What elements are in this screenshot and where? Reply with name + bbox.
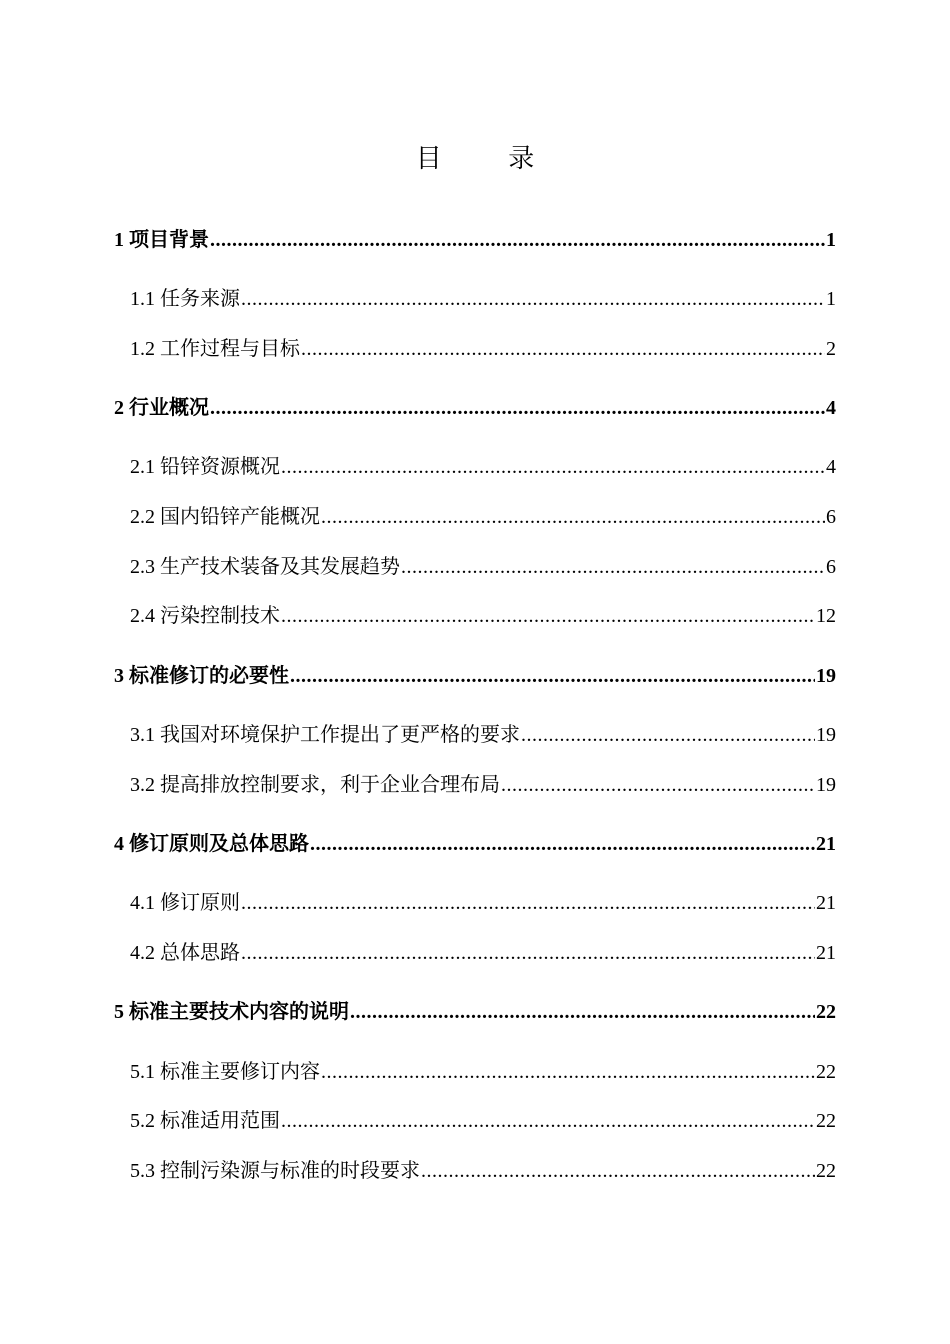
toc-entry-page: 21 (816, 942, 836, 964)
toc-leader-dots (301, 334, 825, 364)
toc-entry-label: 4.2 总体思路 (130, 942, 240, 964)
toc-entry-page: 22 (816, 1001, 836, 1023)
toc-entry[interactable] (130, 1156, 836, 1186)
toc-entry[interactable] (114, 997, 836, 1027)
toc-entry[interactable] (114, 829, 836, 859)
toc-entry[interactable] (114, 225, 836, 255)
toc-entry-page: 1 (826, 288, 836, 310)
toc-leader-dots (321, 502, 825, 532)
toc-leader-dots (421, 1156, 815, 1186)
toc-entry-label: 1.1 任务来源 (130, 288, 240, 310)
toc-entry-page: 22 (816, 1110, 836, 1132)
toc-entry[interactable] (130, 1057, 836, 1087)
toc-entry-label: 5.1 标准主要修订内容 (130, 1061, 320, 1083)
toc-entry[interactable] (130, 938, 836, 968)
toc-entry-label: 3.2 提高排放控制要求，利于企业合理布局 (130, 774, 500, 796)
toc-leader-dots (401, 552, 825, 582)
toc-entry-label: 1.2 工作过程与目标 (130, 338, 300, 360)
toc-leader-dots (281, 452, 825, 482)
toc-entry[interactable] (114, 393, 836, 423)
toc-entry-label: 3 标准修订的必要性 (114, 665, 289, 687)
toc-entry-page: 4 (826, 397, 836, 419)
toc-entry[interactable] (130, 720, 836, 750)
toc-leader-dots (521, 720, 815, 750)
toc-entry-page: 22 (816, 1160, 836, 1182)
toc-leader-dots (281, 1106, 815, 1136)
toc-entry-page: 19 (816, 665, 836, 687)
toc-entry[interactable] (130, 502, 836, 532)
toc-leader-dots (241, 888, 815, 918)
toc-leader-dots (501, 770, 815, 800)
toc-entry-page: 6 (826, 506, 836, 528)
toc-entry-page: 2 (826, 338, 836, 360)
toc-entry-label: 2.2 国内铅锌产能概况 (130, 506, 320, 528)
toc-entry-page: 6 (826, 556, 836, 578)
toc-leader-dots (241, 938, 815, 968)
toc-entry[interactable] (130, 284, 836, 314)
toc-entry-page: 22 (816, 1061, 836, 1083)
toc-entry-label: 5 标准主要技术内容的说明 (114, 1001, 349, 1023)
toc-leader-dots (210, 225, 825, 255)
toc-leader-dots (321, 1057, 815, 1087)
toc-leader-dots (281, 601, 815, 631)
toc-entry-label: 4 修订原则及总体思路 (114, 833, 309, 855)
toc-title: 目 录 (415, 144, 565, 173)
toc-entry-page: 21 (816, 833, 836, 855)
toc-leader-dots (290, 661, 815, 691)
toc-entry-page: 19 (816, 724, 836, 746)
toc-leader-dots (350, 997, 815, 1027)
toc-entry-label: 2.3 生产技术装备及其发展趋势 (130, 556, 400, 578)
toc-entry-page: 4 (826, 456, 836, 478)
toc-entry[interactable] (130, 452, 836, 482)
toc-entry[interactable] (130, 770, 836, 800)
toc-entry[interactable] (130, 552, 836, 582)
toc-entry-label: 2 行业概况 (114, 397, 209, 419)
toc-entry[interactable] (130, 334, 836, 364)
toc-entry[interactable] (114, 661, 836, 691)
toc-entry[interactable] (130, 1106, 836, 1136)
toc-entry-label: 4.1 修订原则 (130, 892, 240, 914)
toc-entry-page: 19 (816, 774, 836, 796)
toc-entry-label: 1 项目背景 (114, 229, 209, 251)
toc-entry-label: 3.1 我国对环境保护工作提出了更严格的要求 (130, 724, 520, 746)
toc-entry[interactable] (130, 601, 836, 631)
toc-leader-dots (210, 393, 825, 423)
toc-entry[interactable] (130, 888, 836, 918)
toc-entry-label: 5.2 标准适用范围 (130, 1110, 280, 1132)
toc-entry-page: 21 (816, 892, 836, 914)
toc-leader-dots (241, 284, 825, 314)
toc-leader-dots (310, 829, 815, 859)
toc-entry-label: 2.4 污染控制技术 (130, 605, 280, 627)
toc-entry-page: 1 (826, 229, 836, 251)
toc-entry-label: 2.1 铅锌资源概况 (130, 456, 280, 478)
toc-entry-page: 12 (816, 605, 836, 627)
toc-entry-label: 5.3 控制污染源与标准的时段要求 (130, 1160, 420, 1182)
